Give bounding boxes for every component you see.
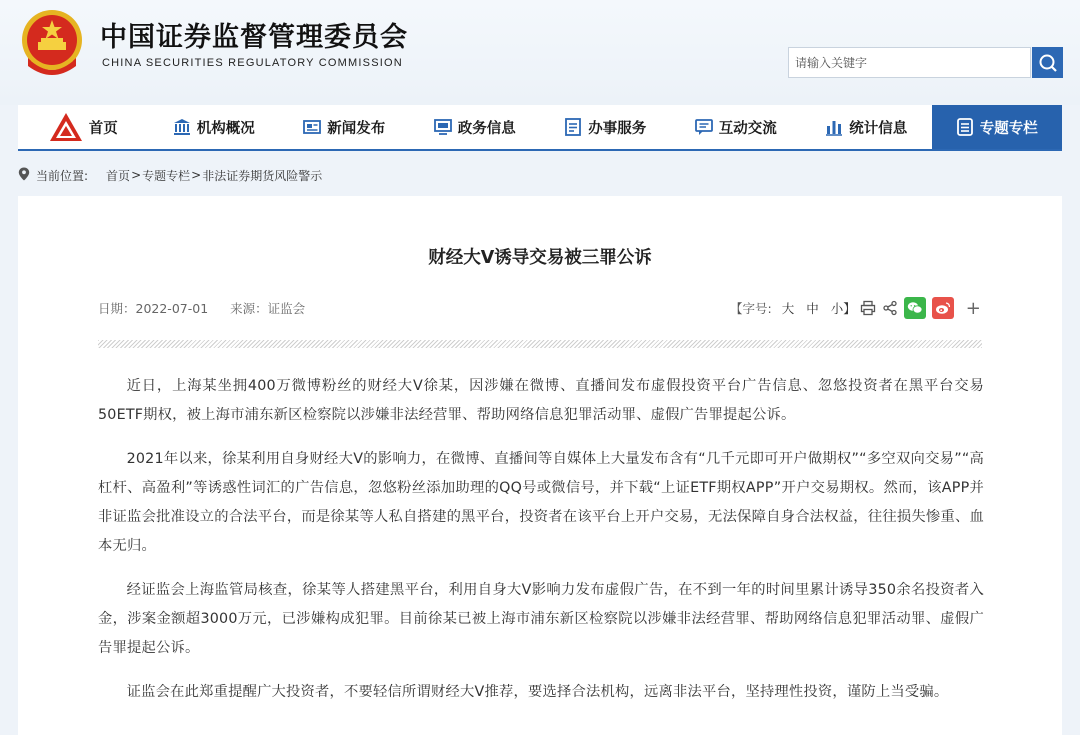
article-tools bbox=[730, 296, 981, 320]
font-size-small[interactable]: 小】 bbox=[830, 301, 856, 316]
breadcrumb-separator: > bbox=[191, 168, 202, 182]
bar-chart-icon bbox=[825, 118, 843, 136]
document-list-icon bbox=[564, 118, 582, 136]
breadcrumb-home[interactable]: 首页 bbox=[106, 168, 131, 183]
chat-icon bbox=[695, 118, 713, 136]
location-pin-icon bbox=[18, 167, 30, 184]
nav-label: 机构概况 bbox=[196, 120, 255, 137]
site-header bbox=[0, 0, 1080, 105]
font-size-medium[interactable]: 中 bbox=[806, 301, 819, 316]
breadcrumb-label: 当前位置: bbox=[36, 168, 89, 183]
site-title-cn: 中国证券监督管理委员会 bbox=[100, 22, 408, 53]
nav-item-home[interactable] bbox=[18, 105, 149, 149]
breadcrumb-separator: > bbox=[131, 168, 142, 182]
weibo-share-icon[interactable] bbox=[932, 297, 954, 319]
home-logo-icon bbox=[49, 112, 83, 142]
nav-item-interaction[interactable] bbox=[671, 105, 802, 149]
search-button[interactable] bbox=[1032, 47, 1063, 78]
nav-label: 办事服务 bbox=[588, 120, 647, 137]
font-size-label: 【字号: bbox=[730, 301, 772, 316]
article-title: 财经大V诱导交易被三罪公诉 bbox=[428, 248, 652, 268]
nav-item-gov-info[interactable] bbox=[410, 105, 541, 149]
more-share-icon[interactable]: + bbox=[965, 297, 981, 319]
article-paragraph: 近日，上海某坐拥400万微博粉丝的财经大V徐某，因涉嫌在微博、直播间发布虚假投资平台广告信息、忽悠投资者在黑平台交易50ETF期权，被上海市浦东新区检察院以涉嫌非法经营罪、帮助网络信息犯罪活动罪、虚假广告罪提起公诉。 bbox=[98, 378, 984, 423]
article-date: 日期：2022-07-01 bbox=[98, 301, 209, 316]
breadcrumb-current[interactable]: 非法证券期货风险警示 bbox=[202, 168, 323, 183]
nav-label: 首页 bbox=[88, 120, 118, 137]
title-divider bbox=[98, 340, 982, 348]
topic-icon bbox=[956, 118, 974, 136]
print-icon[interactable] bbox=[860, 300, 876, 316]
nav-item-news[interactable] bbox=[279, 105, 410, 149]
site-title-en: CHINA SECURITIES REGULATORY COMMISSION bbox=[102, 57, 403, 69]
nav-item-services[interactable] bbox=[540, 105, 671, 149]
article-paragraph: 证监会在此郑重提醒广大投资者，不要轻信所谓财经大V推荐，要选择合法机构，远离非法平台，坚持理性投资，谨防上当受骗。 bbox=[126, 684, 949, 700]
nav-label: 政务信息 bbox=[457, 120, 516, 137]
font-size-large[interactable]: 大 bbox=[781, 301, 795, 316]
breadcrumb bbox=[18, 165, 322, 185]
article-body bbox=[98, 372, 984, 722]
nav-label: 互动交流 bbox=[718, 120, 777, 137]
nav-label: 专题专栏 bbox=[979, 120, 1038, 137]
main-nav bbox=[18, 105, 1062, 151]
share-icon[interactable] bbox=[882, 300, 898, 316]
search-box bbox=[788, 47, 1031, 78]
nav-item-topics[interactable] bbox=[932, 105, 1063, 149]
building-icon bbox=[173, 118, 191, 136]
search-input[interactable] bbox=[789, 48, 1030, 77]
article-meta bbox=[98, 299, 323, 317]
newspaper-icon bbox=[303, 118, 321, 136]
article-panel bbox=[18, 196, 1062, 735]
article-source: 来源：证监会 bbox=[230, 301, 306, 316]
article-paragraph: 经证监会上海监管局核查，徐某等人搭建黑平台，利用自身大V影响力发布虚假广告，在不到一年的时间里累计诱导350余名投资者入金，涉案金额超3000万元，已涉嫌构成犯罪。目前徐某已被上海市浦东新区检察院以涉嫌非法经营罪、帮助网络信息犯罪活动罪、虚假广告罪提起公诉。 bbox=[98, 582, 984, 656]
nav-label: 新闻发布 bbox=[327, 120, 386, 137]
nav-item-statistics[interactable] bbox=[801, 105, 932, 149]
nav-label: 统计信息 bbox=[849, 120, 908, 137]
breadcrumb-topics[interactable]: 专题专栏 bbox=[142, 168, 191, 183]
nav-item-about[interactable] bbox=[149, 105, 280, 149]
wechat-share-icon[interactable] bbox=[904, 297, 926, 319]
monitor-icon bbox=[434, 118, 452, 136]
search-icon bbox=[1038, 53, 1058, 73]
national-emblem-logo[interactable] bbox=[18, 8, 86, 80]
article-paragraph: 2021年以来，徐某利用自身财经大V的影响力，在微博、直播间等自媒体上大量发布含有“几千元即可开户做期权”“多空双向交易”“高杠杆、高盈利”等诱惑性词汇的广告信息，忽悠粉丝添加助理的QQ号或微信号，并下载“上证ETF期权APP”开户交易期权。然而，该APP并非证监会批准设立的合法平台，而是徐某等人私自搭建的黑平台，投资者在该平台上开户交易，无法保障自身合法权益，往往损失惨重、血本无归。 bbox=[98, 451, 984, 554]
